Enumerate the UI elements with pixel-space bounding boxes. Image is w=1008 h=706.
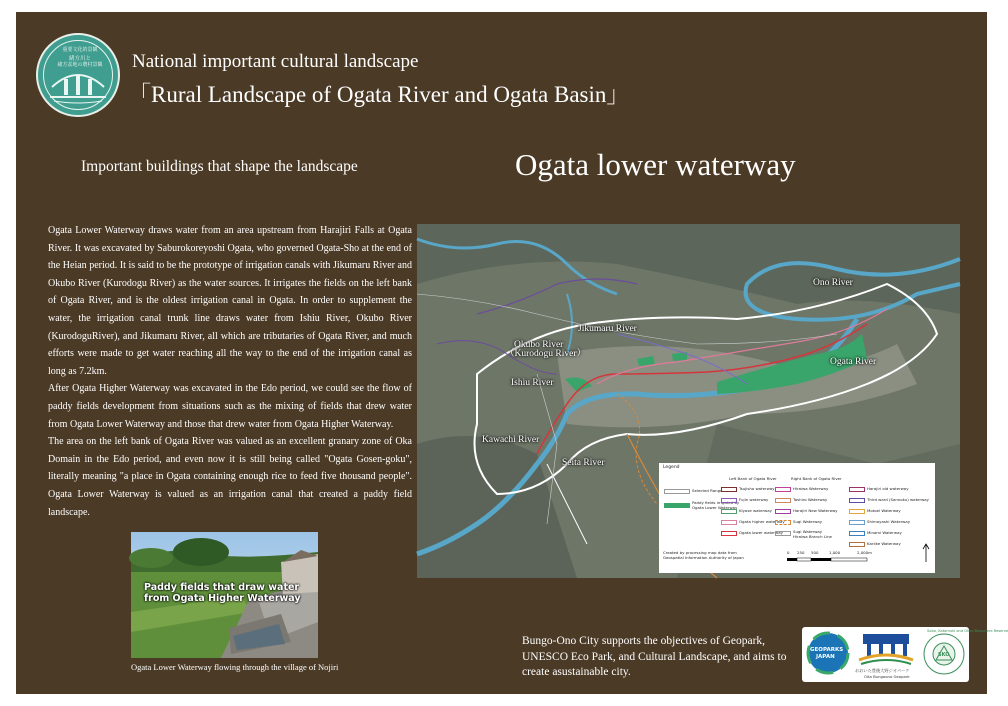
waterway-photo (131, 532, 318, 658)
legend-swatch-l1 (721, 487, 737, 492)
map-label-ogata-river: Ogata River (830, 357, 877, 367)
legend-mid-3: Harajiri New Waterway (793, 508, 838, 513)
legend-swatch-r5 (849, 531, 865, 536)
header-line-2: 「Rural Landscape of Ogata River and Ogata Basin」 (128, 82, 630, 107)
paragraph-2: After Ogata Higher Waterway was excavated in the Edo period, we could see the flow of paddy fields development from situations such as the mixing of fields that drew water from Ogata Lower Waterway and those that drew water from Ogata Higher Waterway. (48, 383, 412, 430)
emblem-text-2: 緒方川と (68, 56, 91, 62)
legend-right-5: Minami Waterway (867, 530, 902, 535)
legend-swatch-l5 (721, 531, 737, 536)
legend-credit-2: Geospatial Information Authority of Japan (663, 555, 744, 560)
legend-mid-6: Hiraiwa Branch Line (793, 534, 832, 539)
photo-overlay-label (144, 582, 301, 604)
legend-swatch-paddy (664, 503, 690, 508)
legend-key-paddy-2: Ogata Lower Waterway (692, 505, 738, 510)
map-label-kurodogu-river: （Kurodogu River） (505, 349, 587, 359)
legend-title: Legend (663, 465, 680, 470)
map-label-okubo-river: Okubo River (514, 340, 564, 350)
legend-swatch-m5 (775, 531, 791, 536)
emblem-text-3: 緒方盆地の農村景観 (57, 62, 103, 68)
legend-swatch-r1 (849, 487, 865, 492)
legend-swatch-m4 (775, 520, 791, 525)
legend-mid-2: Tashiro Waterway (793, 497, 828, 502)
legend-credit-1: Created by processing map data from (663, 550, 737, 555)
scale-label-2000: 2,000m (857, 550, 872, 555)
cultural-landscape-emblem (36, 33, 120, 117)
legend-key-range: Selected Range (692, 488, 723, 493)
legend-right-4: Shimoyashi Waterway (867, 519, 911, 524)
legend-right-2: Third ward (Sannoku) waterway (867, 497, 929, 502)
section-subheading: Important buildings that shape the landscape (81, 158, 358, 175)
map-label-ono-river: Ono River (813, 278, 853, 288)
legend-left-1: Tsujisho waterway (739, 486, 775, 491)
emblem-text-1: 重要文化的景観 (62, 47, 98, 53)
scale-label-0: 0 (787, 550, 790, 555)
bungo-ono-en-text: Oita Bungoono Geopark (864, 674, 910, 679)
legend-swatch-m2 (775, 498, 791, 503)
legend-swatch-l2 (721, 498, 737, 503)
map-label-kawachi-river: Kawachi River (482, 435, 540, 445)
legend-key-paddy-1: Paddy fields irrigated by (692, 500, 740, 505)
bungo-ono-geopark-logo (857, 630, 915, 668)
legend-mid-5: Sugi Waterway (793, 529, 823, 534)
legend-left-header: Left Bank of Ogata River (729, 476, 777, 481)
legend-swatch-l3 (721, 509, 737, 514)
bridge-icon (36, 33, 120, 117)
geoparks-text-2: JAPAN (816, 654, 835, 660)
header-line-1: National important cultural landscape (132, 51, 419, 72)
scale-label-250: 250 (797, 550, 805, 555)
photo-caption: Ogata Lower Waterway flowing through the village of Nojiri (131, 662, 339, 672)
legend-swatch-r2 (849, 498, 865, 503)
scale-bar (787, 557, 877, 565)
geoparks-text-1: GEOPARKS (810, 647, 844, 653)
legend-swatch-m3 (775, 509, 791, 514)
legend-swatch-r4 (849, 520, 865, 525)
scale-label-500: 500 (811, 550, 819, 555)
biosphere-text: Sobo, Katamuki and Okue Biosphere Reserve (927, 629, 1008, 633)
bungo-ono-text: おおいた豊後大野ジオパーク (855, 668, 910, 673)
legend-left-2: Fujin waterway (739, 497, 769, 502)
legend-left-5: Ogata lower waterway (739, 530, 783, 535)
page-title: Ogata lower waterway (515, 147, 796, 182)
legend-swatch-r6 (849, 542, 865, 547)
map-label-ishiu-river: Ishiu River (511, 378, 554, 388)
scale-label-1000: 1,000 (829, 550, 841, 555)
photo-overlay-line-2: from Ogata Higher Waterway (144, 593, 301, 604)
legend-right-1: Harajiri old waterway (867, 486, 909, 491)
legend-mid-1: Hiraiwa Waterway (793, 486, 829, 491)
legend-swatch-m1 (775, 487, 791, 492)
footer-statement: Bungo-Ono City supports the objectives of Geopark, UNESCO Eco Park, and Cultural Landscape, and aims to create asustainable city. (522, 635, 787, 678)
map-label-seita-river: Seita River (562, 458, 605, 468)
legend-left-4: Ogata higher waterway (739, 519, 785, 524)
legend-mid-4: Sugi Waterway (793, 519, 823, 524)
legend-right-header: Right Bank of Ogata River (791, 476, 842, 481)
legend-right-3: Motoei Waterway (867, 508, 901, 513)
legend-right-6: Kariike Waterway (867, 541, 901, 546)
map-legend (659, 463, 935, 573)
paragraph-3: The area on the left bank of Ogata River was valued as an excellent granary zone of Oka Domain in the Edo period, and even now it is still being called "Ogata Gosen-goku", literally meaning "a place in Ogata containing enough rice to feed five thousand people". Ogata Lower Waterway is valued as an irrigation canal that created a paddy field landscape. (48, 436, 412, 518)
photo-overlay-line-1: Paddy fields that draw water (144, 582, 300, 593)
legend-swatch-range (664, 489, 690, 494)
waterway-map (417, 224, 960, 578)
north-arrow-icon (921, 543, 931, 563)
legend-left-3: Kiyose waterway (739, 508, 772, 513)
description-text (48, 222, 412, 521)
biosphere-short-text: SKO (938, 652, 950, 658)
paragraph-1: Ogata Lower Waterway draws water from an area upstream from Harajiri Falls at Ogata River. It was excavated by Saburokoreyoshi Ogata, who governed Ogata-Sho at the end of the Heian period. It is said to be the prototype of irrigation canals with Jikumaru River and Okubo River (Kurodogu River) as the water sources. It irrigates the fields on the left bank of Ogata River, and is the oldest irrigation canal in Ogata. In order to supplement the water, the irrigation canal trunk line draws water from Ishiu River, Okubo River (KurodoguRiver), and Jikumaru River, all which are tributaries of Ogata River, and much efforts were made to get water reaching all the way to the end of the irrigation canal as long as 7.2km. (48, 225, 412, 377)
legend-swatch-r3 (849, 509, 865, 514)
partner-logos (802, 627, 1008, 682)
legend-swatch-l4 (721, 520, 737, 525)
map-label-jikumaru-river: Jikumaru River (578, 324, 637, 334)
